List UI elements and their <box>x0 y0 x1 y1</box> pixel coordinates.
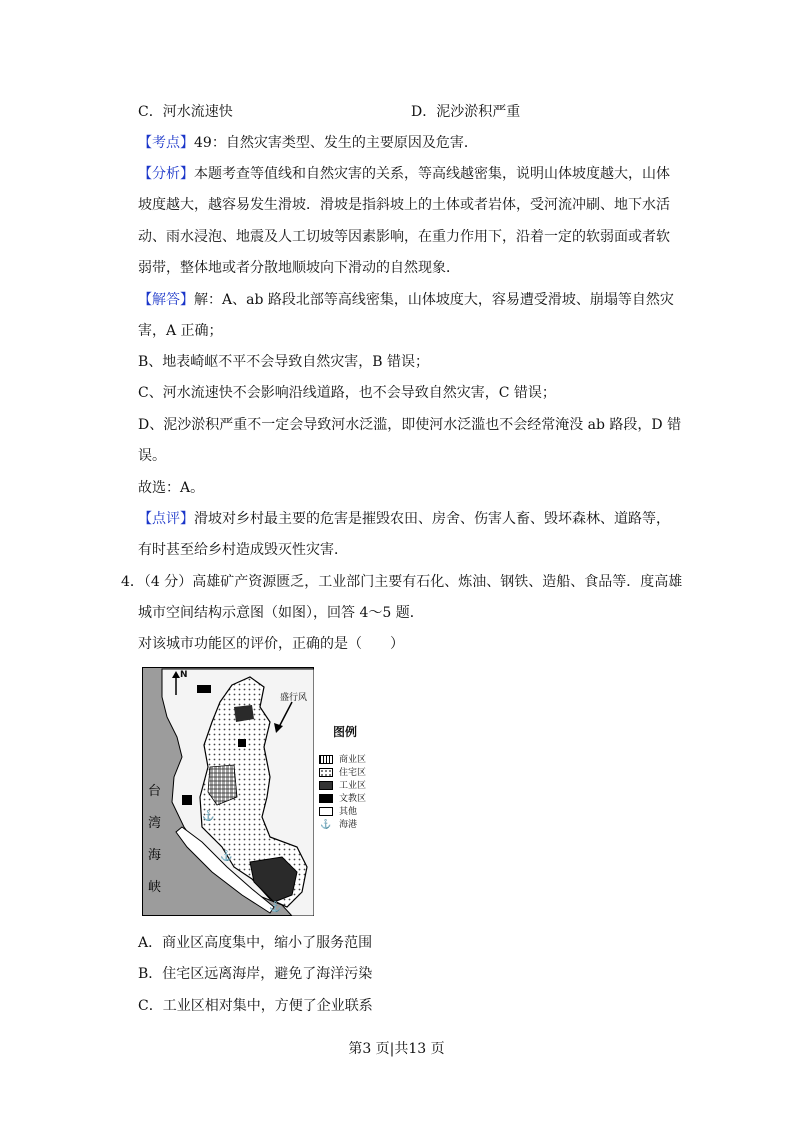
legend-title: 图例 <box>333 725 358 739</box>
fenxi-line-3: 动、雨水浸泡、地震及人工切坡等因素影响，在重力作用下，沿着一定的软弱面或者软 <box>138 229 670 245</box>
fenxi-line-4: 弱带，整体地或者分散地顺坡向下滑动的自然现象． <box>138 260 460 276</box>
question4-stem-1: 4．（4 分）高雄矿产资源匮乏，工业部门主要有石化、炼油、钢铁、造船、食品等．度高雄 <box>121 574 683 590</box>
dianping-line-2: 有时甚至给乡村造成毁灭性灾害． <box>138 542 348 558</box>
prev-option-c: C．河水流速快 <box>138 104 233 120</box>
fenxi-line-2: 坡度越大，越容易发生滑坡．滑坡是指斜坡上的土体或者岩体，受河流冲刷、地下水活 <box>138 197 670 213</box>
anchor-icon: ⚓ <box>269 902 282 913</box>
jieda-line-2: 害，A 正确； <box>138 323 223 339</box>
legend-label: 其他 <box>339 807 358 817</box>
legend-swatch <box>319 768 333 777</box>
legend-residential <box>319 767 366 779</box>
option-a: A．商业区高度集中，缩小了服务范围 <box>138 935 373 951</box>
fenxi-tag: 【分析】 <box>138 166 194 182</box>
kaodian-line <box>138 133 478 153</box>
kaohsiung-map <box>142 667 314 916</box>
kaodian-text: 49：自然灾害类型、发生的主要原因及危害． <box>194 135 478 151</box>
option-c: C．工业区相对集中，方便了企业联系 <box>138 998 373 1014</box>
page-footer: 第3 页|共13 页 <box>348 1041 445 1057</box>
jieda-tag: 【解答】 <box>138 292 194 308</box>
option-b: B．住宅区远离海岸，避免了海洋污染 <box>138 966 373 982</box>
prev-option-d: D．泥沙淤积严重 <box>411 104 521 120</box>
strait-char-3: 海 <box>148 848 162 863</box>
legend-label: 海港 <box>339 820 358 830</box>
legend-education <box>319 793 366 805</box>
north-label: N <box>180 670 188 680</box>
dianping-line-1 <box>138 509 670 529</box>
anchor-icon: ⚓ <box>202 811 215 822</box>
jieda-line-4: C、河水流速快不会影响沿线道路，也不会导致自然灾害，C 错误； <box>138 385 556 401</box>
question4-stem-3: 对该城市功能区的评价，正确的是（ ） <box>138 636 404 652</box>
jieda-line-3: B、地表崎岖不平不会导致自然灾害，B 错误； <box>138 354 430 370</box>
fenxi-line-1 <box>138 164 670 184</box>
fenxi-text-1: 本题考查等值线和自然灾害的关系，等高线越密集，说明山体坡度越大，山体 <box>194 166 670 182</box>
dianping-tag: 【点评】 <box>138 511 194 527</box>
jieda-line-7: 故选：A。 <box>138 480 205 496</box>
jieda-text-1: 解：A、ab 路段北部等高线密集，山体坡度大，容易遭受滑坡、崩塌等自然灾 <box>194 292 674 308</box>
legend-label: 住宅区 <box>339 768 367 778</box>
legend-label: 文教区 <box>339 794 367 804</box>
legend-swatch <box>319 781 333 790</box>
strait-label <box>148 776 161 904</box>
legend-label: 工业区 <box>339 781 367 791</box>
legend-label: 商业区 <box>339 755 367 765</box>
legend-swatch <box>319 755 333 764</box>
jieda-line-5: D、泥沙淤积严重不一定会导致河水泛滥，即使河水泛滥也不会经常淹没 ab 路段，D 错 <box>138 417 682 433</box>
legend-other <box>319 806 357 818</box>
legend-port <box>319 819 357 831</box>
wind-label: 盛行风 <box>280 693 308 703</box>
strait-char-2: 湾 <box>148 816 162 831</box>
legend-swatch <box>319 794 333 803</box>
kaodian-tag: 【考点】 <box>138 135 194 151</box>
legend-commercial <box>319 754 366 766</box>
strait-char-4: 峡 <box>148 880 162 895</box>
legend-industrial <box>319 780 366 792</box>
jieda-line-6: 误。 <box>138 448 166 464</box>
dianping-text-1: 滑坡对乡村最主要的危害是摧毁农田、房舍、伤害人畜、毁坏森林、道路等， <box>194 511 670 527</box>
jieda-line-1 <box>138 290 674 310</box>
question4-stem-2: 城市空间结构示意图（如图），回答 4～5 题． <box>138 605 424 621</box>
legend-swatch <box>319 807 333 816</box>
anchor-icon: ⚓ <box>320 820 332 830</box>
strait-char-1: 台 <box>148 784 162 799</box>
anchor-icon: ⚓ <box>220 851 233 862</box>
